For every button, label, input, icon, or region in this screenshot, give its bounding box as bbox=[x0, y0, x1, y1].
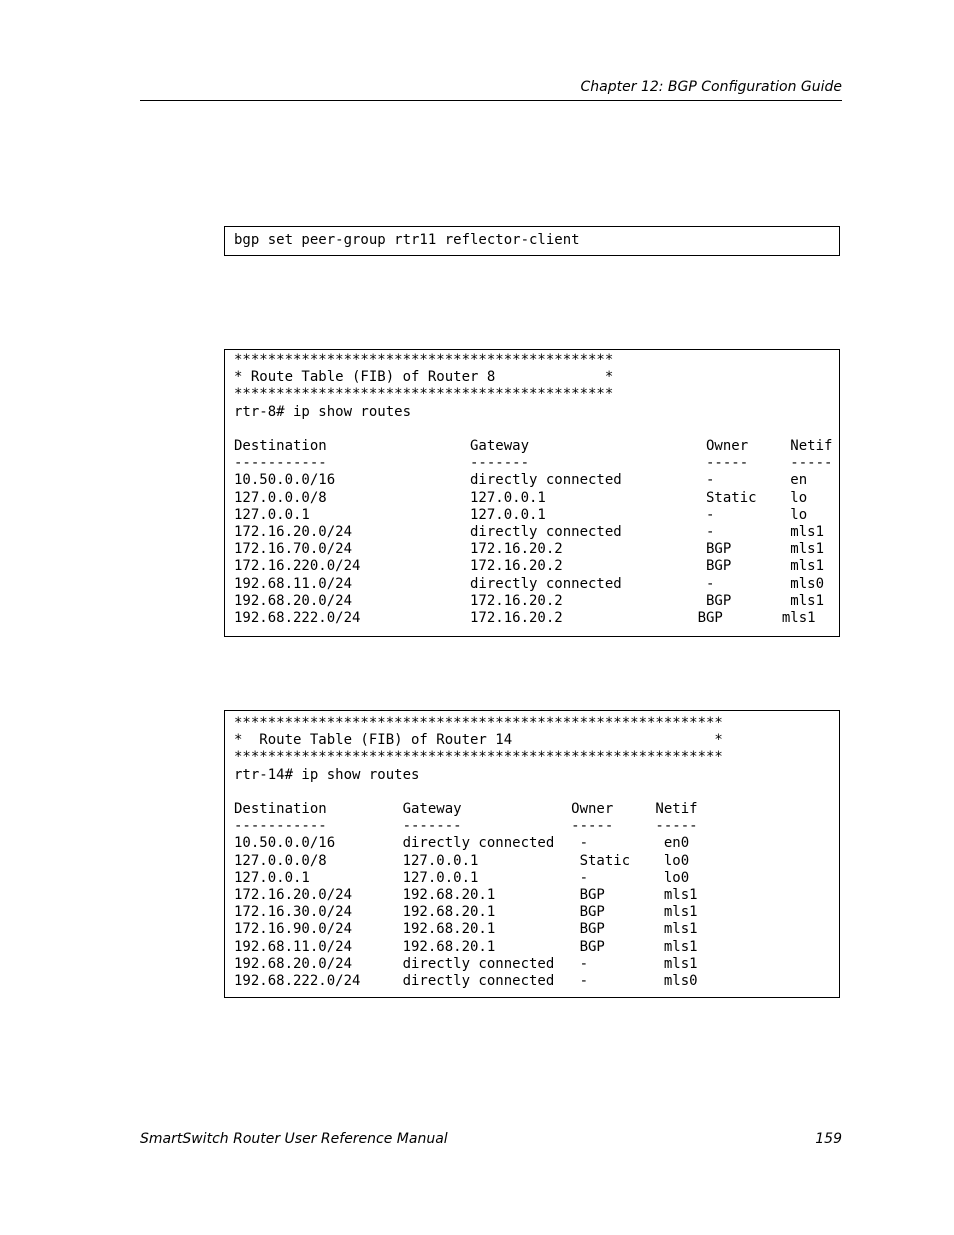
code-text: ********************************************* * Route Table (FIB) of Router 8 * ********************************************* rtr-8# ip show routes Destination Gateway Owner Netif ----------- ------- ----- ----- 10.50.0.0/16 directly connected - en 127.0.0.0/8 127.0.0.1 Static lo 127.0.0.1 127.0.0.1 - lo 172.16.20.0/24 directly connected - mls1 172.16.70.0/24 172.16.20.2 BGP mls1 172.16.220.0/24 172.16.20.2 BGP mls1 192.68.11.0/24 directly connected - mls0 192.68.20.0/24 172.16.20.2 BGP mls1 192.68.222.0/24 172.16.20.2 BGP mls1 bbox=[234, 352, 833, 627]
code-block-router-8-routes bbox=[224, 349, 840, 637]
code-text: bgp set peer-group rtr11 reflector-client bbox=[234, 232, 580, 248]
code-text: ********************************************************** * Route Table (FIB) of Router 14 * ********************************************************** rtr-14# ip show routes Destination Gateway Owner Netif ----------- ------- ----- ----- 10.50.0.0/16 directly connected - en0 127.0.0.0/8 127.0.0.1 Static lo0 127.0.0.1 127.0.0.1 - lo0 172.16.20.0/24 192.68.20.1 BGP mls1 172.16.30.0/24 192.68.20.1 BGP mls1 172.16.90.0/24 192.68.20.1 BGP mls1 192.68.11.0/24 192.68.20.1 BGP mls1 192.68.20.0/24 directly connected - mls1 192.68.222.0/24 directly connected - mls0 bbox=[234, 715, 723, 990]
code-block-router-14-routes bbox=[224, 710, 840, 998]
footer-manual-title: SmartSwitch Router User Reference Manual bbox=[140, 1131, 448, 1147]
code-block-peer-group bbox=[224, 226, 840, 256]
header-rule bbox=[140, 100, 842, 101]
chapter-header: Chapter 12: BGP Configuration Guide bbox=[580, 79, 842, 95]
page-number: 159 bbox=[815, 1131, 842, 1147]
